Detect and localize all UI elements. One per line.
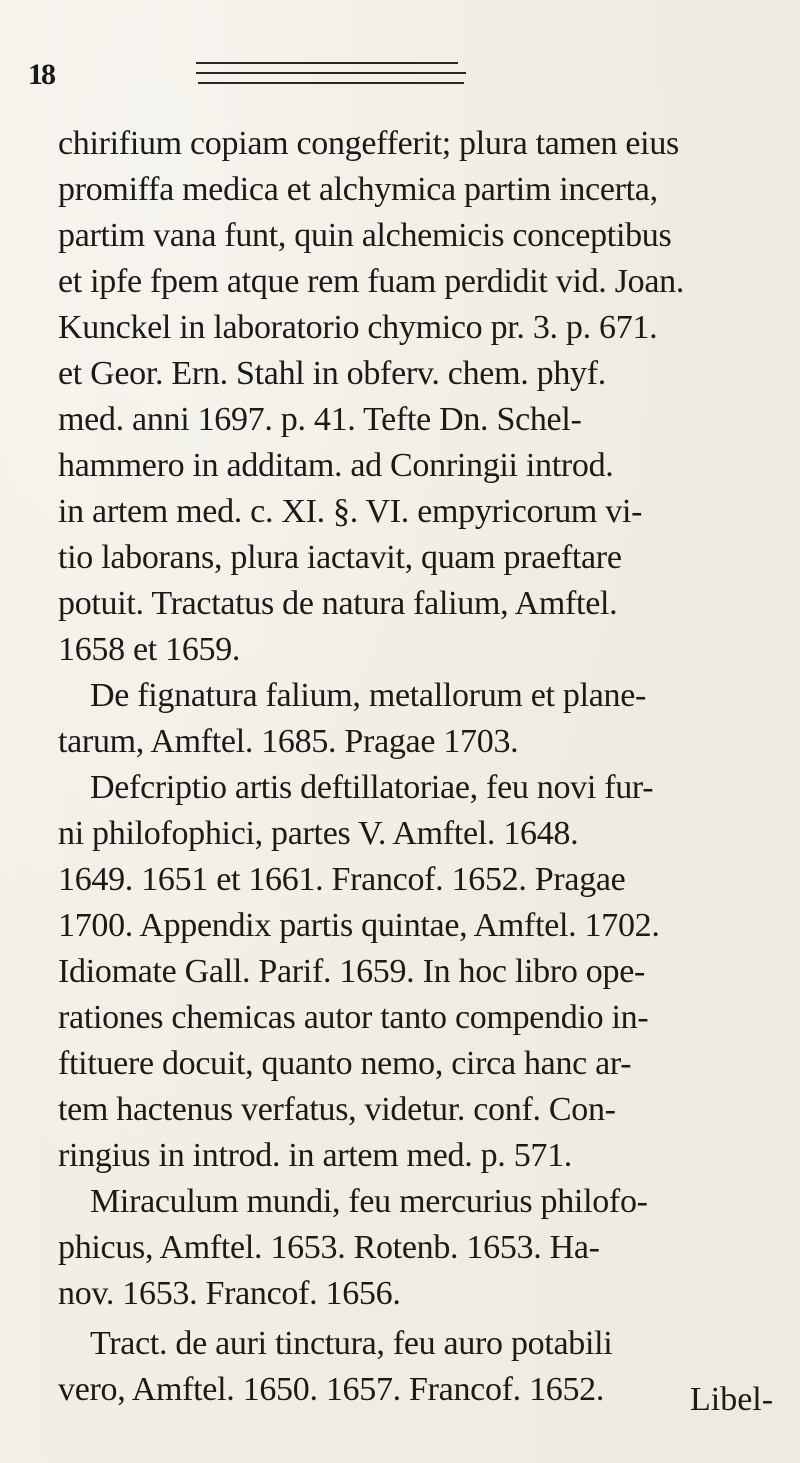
text-line: nov. 1653. Francof. 1656.	[58, 1275, 401, 1312]
text-line: phicus, Amftel. 1653. Rotenb. 1653. Ha-	[58, 1229, 600, 1266]
text-line: Miraculum mundi, feu mercurius philofo-	[90, 1183, 648, 1220]
text-line: 1658 et 1659.	[58, 631, 241, 668]
text-line: tarum, Amftel. 1685. Pragae 1703.	[58, 723, 519, 760]
text-line: 1700. Appendix partis quintae, Amftel. 1702.	[58, 907, 660, 944]
text-line: et Geor. Ern. Stahl in obferv. chem. phyf.	[58, 355, 606, 392]
text-line: vero, Amftel. 1650. 1657. Francof. 1652.	[58, 1371, 605, 1408]
header-rule	[198, 82, 464, 84]
text-line: potuit. Tractatus de natura falium, Amftel.	[58, 585, 618, 622]
header-rule	[196, 72, 466, 74]
text-line: tem hactenus verfatus, videtur. conf. Con-	[58, 1091, 616, 1128]
text-line: ni philofophici, partes V. Amftel. 1648.	[58, 815, 579, 852]
text-line: hammero in additam. ad Conringii introd.	[58, 447, 614, 484]
catchword: Libel-	[690, 1381, 774, 1418]
text-line: ftituere docuit, quanto nemo, circa hanc ar-	[58, 1045, 632, 1082]
text-line: partim vana funt, quin alchemicis conceptibus	[58, 217, 672, 254]
text-line: chirifium copiam congefferit; plura tamen eius	[58, 125, 679, 162]
page-number: 18	[28, 58, 54, 91]
text-line: 1649. 1651 et 1661. Francof. 1652. Pragae	[58, 861, 626, 898]
text-line: Tract. de auri tinctura, feu auro potabili	[90, 1325, 613, 1362]
header-rule	[196, 62, 458, 64]
text-line: med. anni 1697. p. 41. Tefte Dn. Schel-	[58, 401, 582, 438]
text-line: in artem med. c. XI. §. VI. empyricorum vi-	[58, 493, 643, 530]
text-line: et ipfe fpem atque rem fuam perdidit vid. Joan.	[58, 263, 685, 300]
text-line: ringius in introd. in artem med. p. 571.	[58, 1137, 572, 1174]
text-line: promiffa medica et alchymica partim incerta,	[58, 171, 658, 208]
text-line: Defcriptio artis deftillatoriae, feu novi fur-	[90, 769, 654, 806]
text-line: tio laborans, plura iactavit, quam praeftare	[58, 539, 622, 576]
text-line: Kunckel in laboratorio chymico pr. 3. p. 671.	[58, 309, 658, 346]
text-line: Idiomate Gall. Parif. 1659. In hoc libro ope-	[58, 953, 646, 990]
text-line: De fignatura falium, metallorum et plane-	[90, 677, 647, 714]
text-line: rationes chemicas autor tanto compendio in-	[58, 999, 649, 1036]
